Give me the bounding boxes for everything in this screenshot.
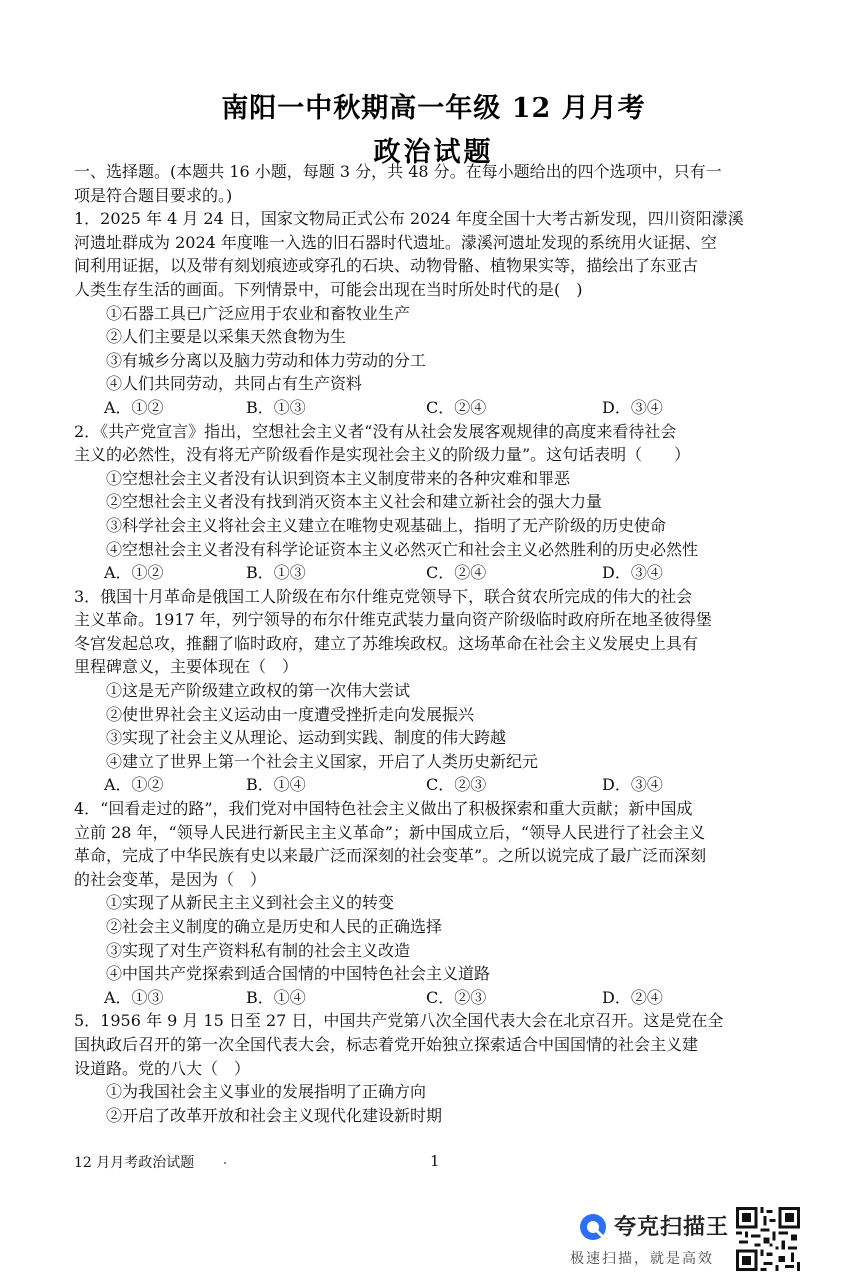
choice-option[interactable]: B．①③ — [246, 563, 306, 583]
choice-option[interactable]: A．①③ — [104, 987, 164, 1007]
question-stem-line: 立前 28 年，“领导人民进行新民主主义革命”；新中国成立后，“领导人民进行了社会主义 — [74, 822, 706, 842]
answer-statement: ②空想社会主义者没有找到消灭资本主义社会和建立新社会的强大力量 — [106, 492, 603, 512]
choice-option[interactable]: D．②④ — [602, 987, 663, 1007]
question-block — [74, 420, 800, 585]
choice-option[interactable]: C．②③ — [426, 775, 487, 795]
watermark-slogan: 极速扫描，就是高效 — [570, 1251, 714, 1267]
answer-statement: ④人们共同劳动，共同占有生产资料 — [106, 374, 363, 394]
exam-subtitle: 政治试题 — [373, 137, 494, 168]
question-stem-line: 1．2025 年 4 月 24 日，国家文物局正式公布 2024 年度全国十大考古新发现，四川资阳濛溪 — [74, 209, 744, 229]
choice-option[interactable]: D．③④ — [602, 397, 663, 417]
choice-option[interactable]: B．①③ — [246, 397, 306, 417]
question-stem-line: 里程碑意义，主要体现在（ ） — [74, 657, 299, 677]
choice-option[interactable]: A．①② — [104, 775, 164, 795]
question-stem — [74, 585, 800, 679]
question-list — [74, 207, 800, 1127]
question-stem-line: 2．《共产党宣言》指出，空想社会主义者“没有从社会发展客观规律的高度来看待社会 — [74, 421, 677, 441]
question-stem-line: 4．“回看走过的路”，我们党对中国特色社会主义做出了积极探索和重大贡献；新中国成 — [74, 799, 693, 819]
question-stem-line: 冬宫发起总攻，推翻了临时政府，建立了苏维埃政权。这场革命在社会主义发展史上具有 — [74, 633, 699, 653]
answer-statement: ③实现了社会主义从理论、运动到实践、制度的伟大跨越 — [106, 728, 507, 748]
question-stem-line: 间利用证据，以及带有刻划痕迹或穿孔的石块、动物骨骼、植物果实等，描绘出了东亚古 — [74, 256, 699, 276]
answer-statement: ②社会主义制度的确立是历史和人民的正确选择 — [106, 917, 443, 936]
choice-row — [74, 561, 800, 585]
answer-statement: ①实现了从新民主主义到社会主义的转变 — [106, 893, 395, 913]
choice-option[interactable]: D．③④ — [602, 775, 663, 795]
choice-option[interactable]: B．①④ — [246, 775, 306, 795]
answer-statement: ③科学社会主义将社会主义建立在唯物史观基础上，指明了无产阶级的历史使命 — [106, 515, 667, 535]
section-heading — [74, 160, 800, 207]
scanner-watermark — [570, 1206, 730, 1267]
choice-row — [74, 773, 800, 797]
answer-statement: ②使世界社会主义运动由一度遭受挫折走向发展振兴 — [106, 704, 475, 724]
answer-statement: ②开启了改革开放和社会主义现代化建设新时期 — [106, 1105, 443, 1125]
question-block — [74, 585, 800, 797]
page-number: 1 — [430, 1152, 440, 1170]
choice-option[interactable]: D．③④ — [602, 563, 663, 583]
question-stem-line: 主义的必然性，没有将无产阶级看作是实现社会主义的阶级力量”。这句话表明（ ） — [74, 445, 691, 465]
question-stem — [74, 207, 800, 301]
answer-statement: ①为我国社会主义事业的发展指明了正确方向 — [106, 1082, 427, 1102]
answer-statement: ④空想社会主义者没有科学论证资本主义必然灭亡和社会主义必然胜利的历史必然性 — [106, 539, 699, 559]
question-block — [74, 1009, 800, 1127]
choice-option[interactable]: A．①② — [104, 563, 164, 583]
question-stem-line: 3．俄国十月革命是俄国工人阶级在布尔什维克党领导下，联合贫农所完成的伟大的社会 — [74, 586, 693, 606]
section-heading-line: 一、选择题。(本题共 16 小题，每题 3 分，共 48 分。在每小题给出的四个选项中，只有一 — [74, 162, 722, 181]
answer-statement: ①石器工具已广泛应用于农业和畜牧业生产 — [106, 303, 411, 323]
exam-content — [74, 160, 800, 1127]
answer-statement: ①空想社会主义者没有认识到资本主义制度带来的各种灾难和罪恶 — [106, 468, 571, 488]
answer-statement: ④中国共产党探索到适合国情的中国特色社会主义道路 — [106, 964, 491, 984]
question-block — [74, 797, 800, 1009]
question-stem — [74, 797, 800, 891]
choice-row — [74, 986, 800, 1010]
question-stem-line: 革命，完成了中华民族有史以来最广泛而深刻的社会变革”。之所以说完成了最广泛而深刻 — [74, 846, 707, 866]
scan-speck — [224, 1162, 226, 1164]
question-stem — [74, 1009, 800, 1080]
choice-row — [74, 396, 800, 420]
choice-option[interactable]: A．①② — [104, 397, 164, 417]
answer-statement: ③有城乡分离以及脑力劳动和体力劳动的分工 — [106, 350, 427, 370]
question-stem-line: 国执政后召开的第一次全国代表大会，标志着党开始独立探索适合中国国情的社会主义建 — [74, 1034, 699, 1054]
choice-option[interactable]: B．①④ — [246, 987, 306, 1007]
answer-statement: ④建立了世界上第一个社会主义国家，开启了人类历史新纪元 — [106, 751, 539, 771]
question-stem-line: 的社会变革，是因为（ ） — [74, 869, 267, 889]
watermark-name: 夸克扫描王 — [614, 1215, 730, 1240]
answer-statement: ①这是无产阶级建立政权的第一次伟大尝试 — [106, 681, 411, 701]
question-block — [74, 207, 800, 419]
footer-label: 12 月月考政治试题 — [74, 1155, 195, 1171]
question-stem-line: 河遗址群成为 2024 年度唯一入选的旧石器时代遗址。濛溪河遗址发现的系统用火证据、空 — [74, 232, 717, 252]
question-stem-line: 5．1956 年 9 月 15 日至 27 日，中国共产党第八次全国代表大会在北京召开。这是党在全 — [74, 1011, 724, 1031]
question-stem-line: 人类生存生活的画面。下列情景中，可能会出现在当时所处时代的是( ) — [74, 279, 583, 299]
section-heading-line: 项是符合题目要求的。) — [74, 185, 233, 205]
qr-code-icon — [736, 1206, 800, 1272]
choice-option[interactable]: C．②④ — [426, 397, 487, 417]
answer-statement: ②人们主要是以采集天然食物为生 — [106, 327, 347, 347]
question-stem-line: 主义革命。1917 年，列宁领导的布尔什维克武装力量向资产阶级临时政府所在地圣彼得堡 — [74, 610, 712, 630]
answer-statement: ③实现了对生产资料私有制的社会主义改造 — [106, 940, 411, 960]
question-stem — [74, 420, 800, 467]
quark-logo-icon — [578, 1212, 608, 1242]
choice-option[interactable]: C．②③ — [426, 987, 487, 1007]
choice-option[interactable]: C．②④ — [426, 563, 487, 583]
question-stem-line: 设道路。党的八大（ ） — [74, 1058, 251, 1078]
exam-title: 南阳一中秋期高一年级 12 月月考 — [221, 93, 646, 124]
